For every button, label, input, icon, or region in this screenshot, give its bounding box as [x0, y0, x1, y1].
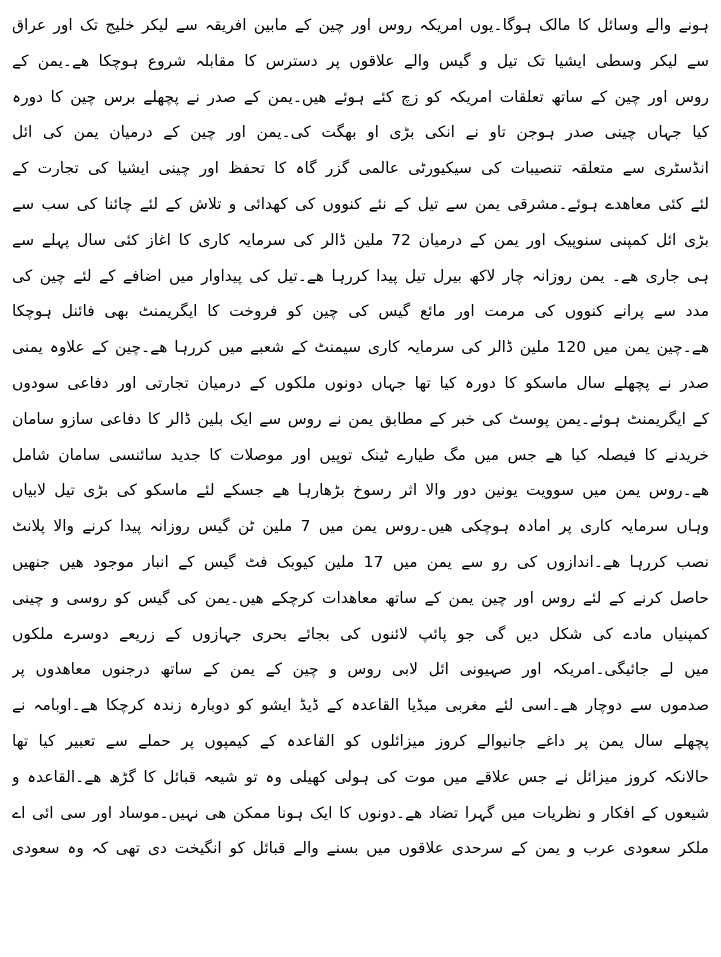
text-line: ھے۔چین یمن میں 120 ملین ڈالر کی سرمایہ کاری سیمنٹ کے شعبے میں کررہا ھے۔چین کے علاوہ یمنی — [12, 338, 709, 357]
text-line: نصب کررہا ھے۔اندازوں کی رو سے یمن میں 17 ملین کیوبک فٹ گیس کے انبار موجود ھیں جنھیں — [12, 552, 709, 571]
text-line: میں لے جائیگی۔امریکہ اور صہیونی ائل لابی روس و چین کے یمن کے ساتھ درجنوں معاھدوں پر — [12, 660, 709, 679]
text-line: کے ایگریمنٹ ہوئے۔یمن پوسٹ کی خبر کے مطابق یمن نے روس سے ایک بلین ڈالر کا دفاعی سازو سامان — [12, 409, 709, 428]
text-line: حاصل کرنے کے لئے روس اور چین یمن کے ساتھ معاھدات کرچکے ھیں۔یمن کی گیس کو روسی و چینی — [12, 588, 709, 607]
text-line: سے لیکر وسطی ایشیا تک تیل و گیس والے علاقوں پر دسترس کا مقابلہ شروع ہوچکا ھے۔یمن کے — [12, 51, 709, 70]
text-line: ہی جاری ھے۔ یمن روزانہ چار لاکھ بیرل تیل پیدا کررہا ھے۔تیل کی پیداوار میں اضافے کے لئے چین کی — [12, 266, 709, 285]
text-line: مدد سے پرانے کنووں کی مرمت اور مائع گیس کی چین کو فروخت کا ایگریمنٹ بھی فائنل ہوچکا — [12, 302, 709, 321]
text-line: خریدنے کا فیصلہ کیا ھے جس میں مگ طیارے ٹینک توپیں اور موصلات کا جدید سائنسی سامان شامل — [12, 445, 709, 464]
text-line: حالانکہ کروز میزائل نے جس علاقے میں موت کی ہولی کھیلی وہ تو شیعہ قبائل کا گڑھ ھے۔القاعدہ و — [12, 767, 709, 786]
text-line: انڈسٹری سے متعلقہ تنصیبات کی سیکیورٹی عالمی گزر گاہ کا تحفظ اور چینی ایشیا کی تجارت کے — [12, 159, 709, 178]
text-line: بڑی ائل کمپنی سنوپیک اور یمن کے درمیان 72 ملین ڈالر کی سرمایہ کاری کا اغاز کئی سال پہلے سے — [12, 230, 709, 249]
text-line: صدموں سے دوچار ھے۔اسی لئے مغربی میڈیا القاعدہ کے ڈیڈ ایشو کو دوبارہ زندہ کرچکا ھے۔اوبامہ نے — [12, 696, 709, 715]
text-line: روس اور چین کے ساتھ تعلقات امریکہ کو زچ کئے ہوئے ھیں۔یمن کے صدر نے پچھلے برس چین کا دورہ — [12, 87, 709, 106]
text-line: پچھلے سال یمن پر داغے جانیوالے کروز میزائلوں کو القاعدہ کے کیمپوں پر حملے سے تعبیر کیا تھا — [12, 731, 709, 750]
text-line: کیا جہاں چینی صدر ہوجن تاو نے انکی بڑی او بھگت کی۔یمن اور چین کے درمیان یمن کی ائل — [12, 123, 709, 142]
text-line: شیعوں کے افکار و نظریات میں گہرا تضاد ھے۔دونوں کا ایک ہونا ممکن ھی نہیں۔موساد اور سی ائی اے — [12, 803, 709, 822]
text-line: صدر نے پچھلے سال ماسکو کا دورہ کیا تھا جہاں دونوں ملکوں کے درمیان تجارتی اور دفاعی سودوں — [12, 373, 709, 392]
text-line: ملکر سعودی عرب و یمن کے سرحدی علاقوں میں بسنے والے قبائل کو انگیخت دی تھی کہ وہ سعودی — [12, 839, 709, 858]
text-line: کمپنیاں مادے کی شکل دیں گی جو پائپ لائنوں کی بجائے بحری جہازوں کے زریعے دوسرے ملکوں — [12, 624, 709, 643]
text-line: ھے۔روس یمن میں سوویت یونین دور والا اثر رسوخ بڑھارہا ھے جسکے لئے ماسکو کی بڑی تیل لابیاں — [12, 481, 709, 500]
text-line: لئے کئی معاھدے ہوئے۔مشرقی یمن سے تیل کے نئے کنووں کی کھدائی و تلاش کے لئے چائنا کی سب سے — [12, 194, 709, 213]
text-line: ہونے والے وسائل کا مالک ہوگا۔یوں امریکہ روس اور چین کے مابین افریقہ سے لیکر خلیج تک اور عراق — [12, 16, 709, 34]
text-line: وہاں سرمایہ کاری پر امادہ ہوچکی ھیں۔روس یمن میں 7 ملین ٹن گیس روزانہ پیدا کرنے والا پلانٹ — [12, 517, 709, 536]
